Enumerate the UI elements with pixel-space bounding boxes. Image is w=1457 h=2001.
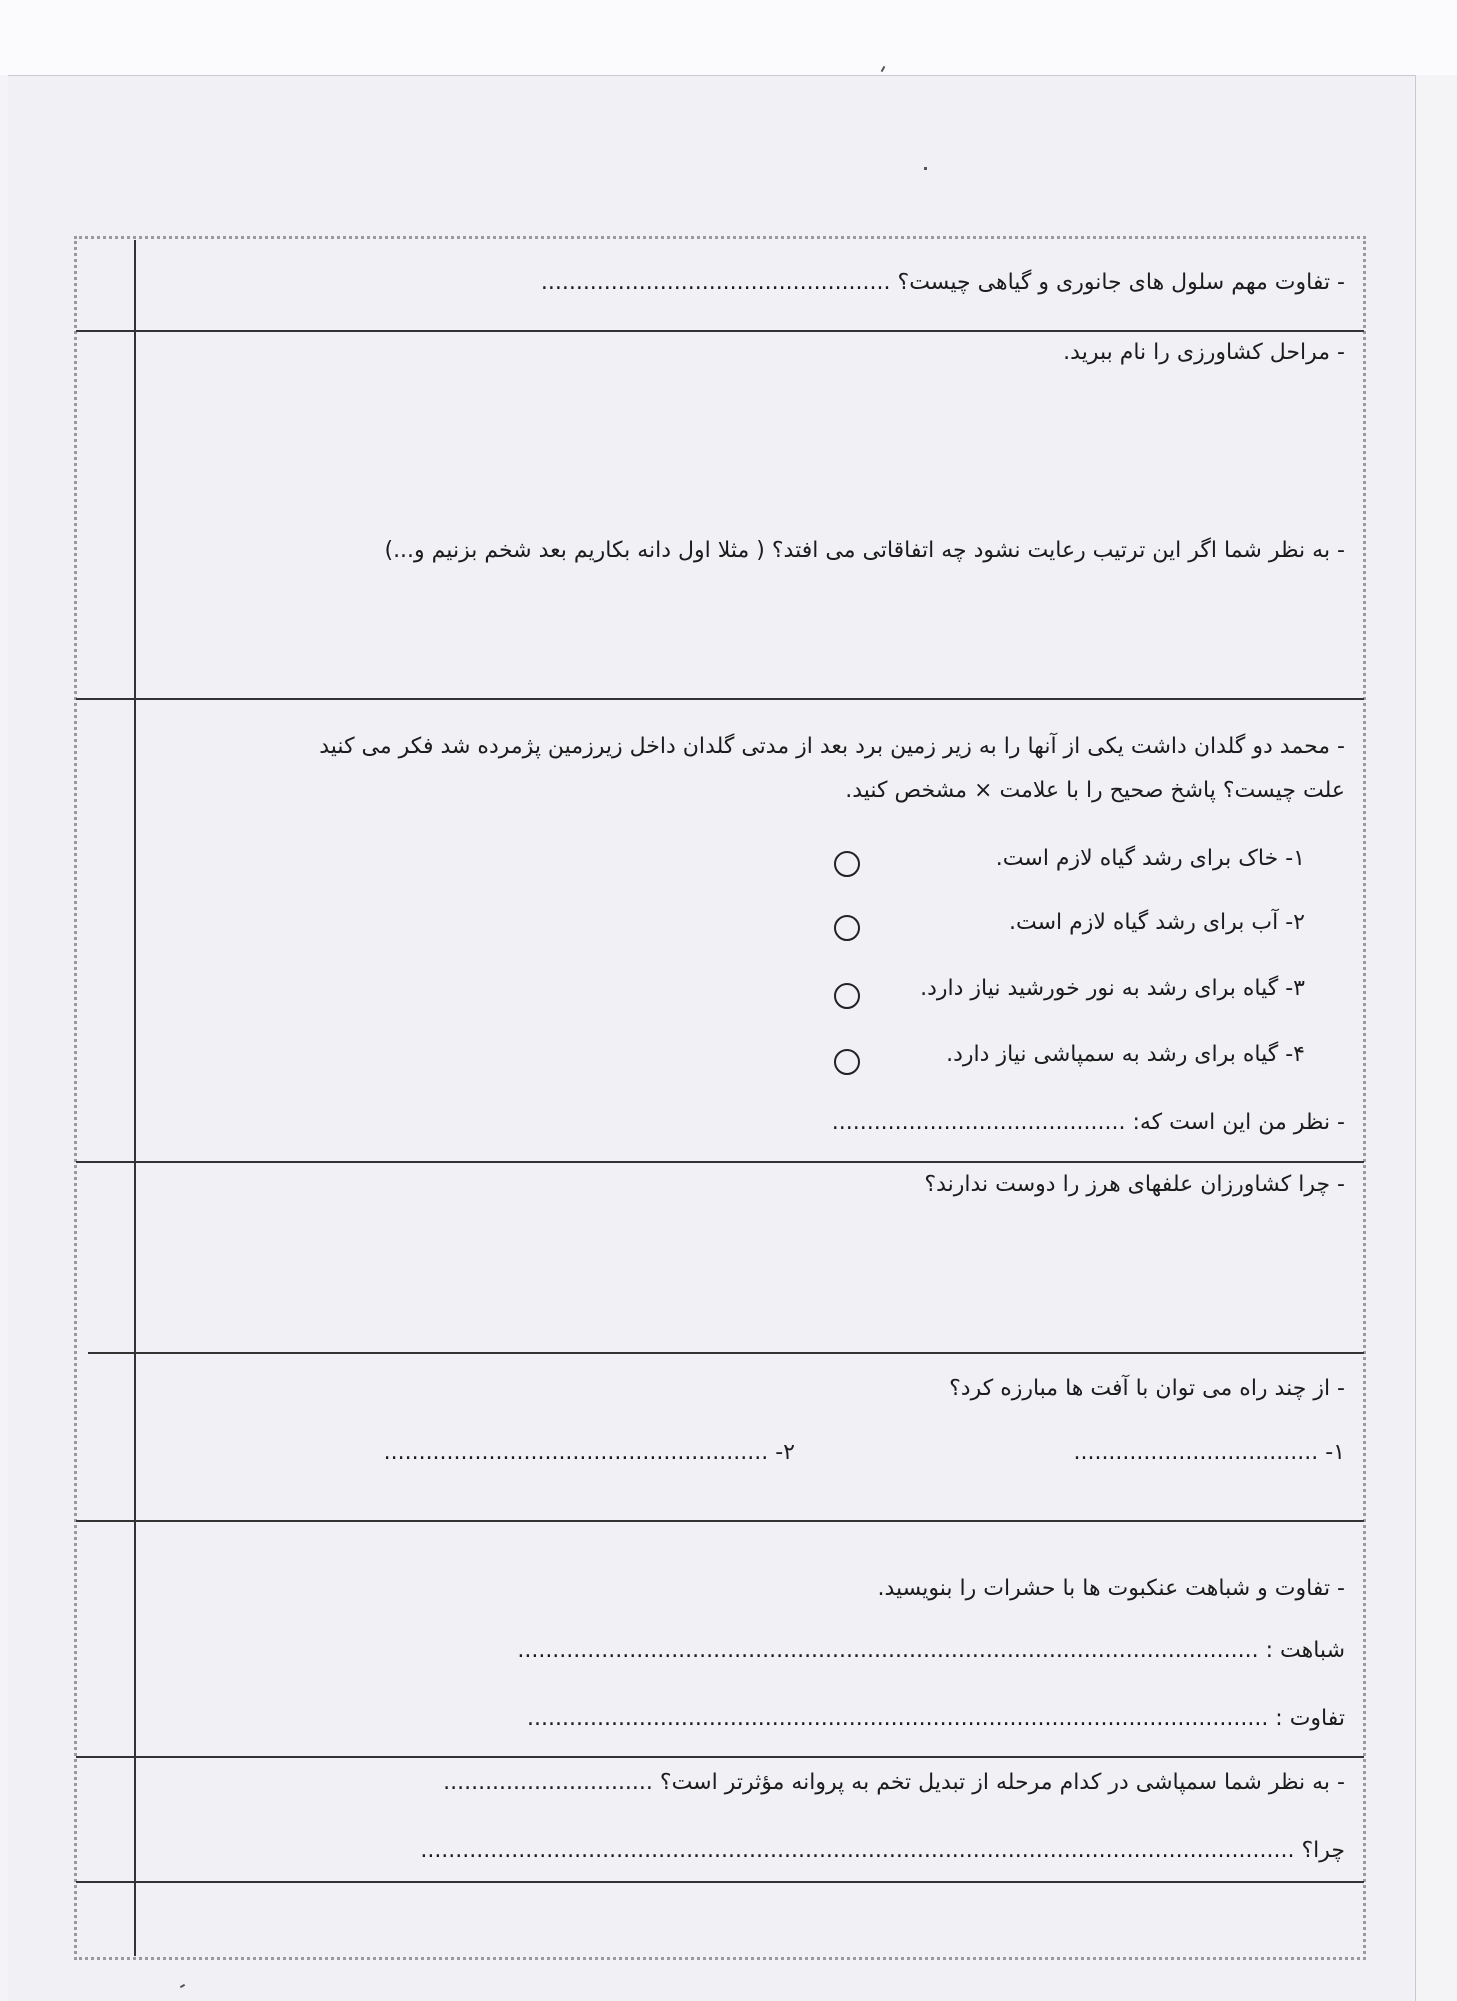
question-7-similarity: شباهت : .......................................................................................................... [517, 1638, 1345, 1663]
row-divider [76, 1161, 1364, 1163]
row-divider [88, 1352, 1364, 1354]
option-2: ۲- آب برای رشد گیاه لازم است. [1008, 910, 1305, 935]
row-divider [76, 330, 1364, 332]
question-5: - چرا کشاورزان علفهای هرز را دوست ندارند؟ [924, 1172, 1345, 1197]
question-6-answer-2: ۲- ....................................................... [383, 1440, 795, 1465]
option-3-circle[interactable] [834, 983, 860, 1009]
scan-speck [924, 167, 927, 170]
row-divider [76, 1756, 1364, 1758]
question-4-line-2: علت چیست؟ پاشخ صحیح را با علامت × مشخص کنید. [845, 778, 1345, 803]
option-1-circle[interactable] [834, 851, 860, 877]
row-divider [76, 1520, 1364, 1522]
question-7-difference: تفاوت : .......................................................................................................... [527, 1706, 1345, 1731]
question-6: - از چند راه می توان با آفت ها مبارزه کرد؟ [949, 1376, 1345, 1401]
question-3: - به نظر شما اگر این ترتیب رعایت نشود چه اتفاقاتی می افتد؟ ( مثلا اول دانه بکاریم بعد شخم بزنیم و...) [384, 538, 1345, 563]
option-4: ۴- گیاه برای رشد به سمپاشی نیاز دارد. [946, 1042, 1305, 1067]
margin-line [134, 240, 136, 1956]
option-2-circle[interactable] [834, 915, 860, 941]
question-4-line-1: - محمد دو گلدان داشت یکی از آنها را به زیر زمین برد بعد از مدتی گلدان داخل زیرزمین پژمرده شد فکر می کنید [319, 734, 1345, 759]
scan-top-margin [0, 0, 1457, 75]
option-4-circle[interactable] [834, 1049, 860, 1075]
option-1: ۱- خاک برای رشد گیاه لازم است. [995, 846, 1305, 871]
question-8-why: چرا؟ ............................................................................................................................. [420, 1838, 1345, 1863]
question-4-opinion: - نظر من این است که: .......................................... [831, 1110, 1345, 1135]
question-8: - به نظر شما سمپاشی در کدام مرحله از تبدیل تخم به پروانه مؤثرتر است؟ .............................. [443, 1770, 1345, 1795]
row-divider [76, 698, 1364, 700]
question-6-answer-1: ۱- ................................... [1073, 1440, 1345, 1465]
row-divider [76, 1881, 1364, 1883]
worksheet-frame [74, 236, 1366, 1960]
option-3: ۳- گیاه برای رشد به نور خورشید نیاز دارد. [920, 976, 1305, 1001]
question-7: - تفاوت و شباهت عنکبوت ها با حشرات را بنویسید. [877, 1576, 1345, 1601]
question-2: - مراحل کشاورزی را نام ببرید. [1063, 340, 1345, 365]
question-1: - تفاوت مهم سلول های جانوری و گیاهی چیست؟ .................................................. [540, 270, 1345, 295]
